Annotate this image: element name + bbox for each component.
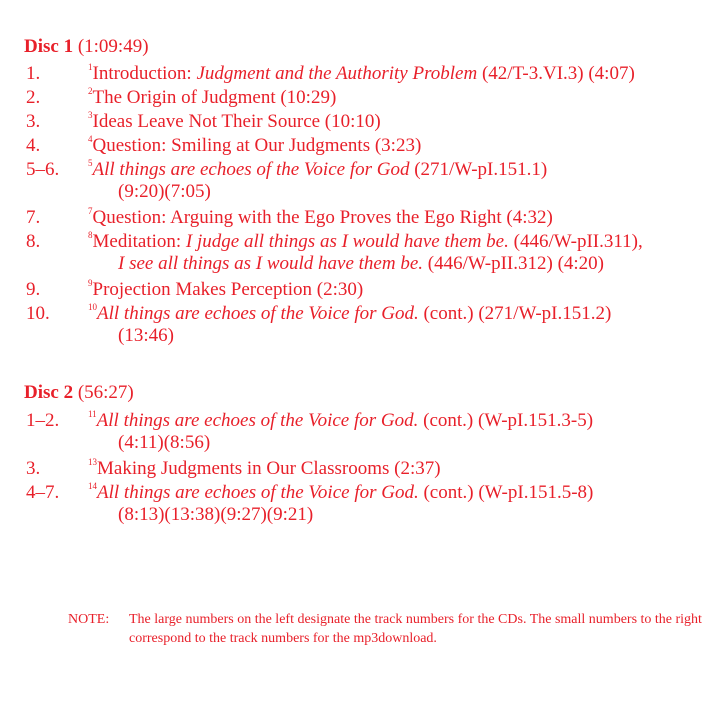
track-number: 10. — [26, 303, 50, 324]
disc-2-heading — [24, 382, 134, 404]
track-line — [88, 63, 708, 85]
track-line-continuation — [88, 325, 708, 347]
track-description — [88, 135, 708, 157]
track-text: (446/W-pII.311), — [508, 231, 643, 252]
track-number: 1–2. — [26, 410, 60, 431]
mp3-track-number: 3 — [88, 110, 93, 120]
track-line-continuation — [88, 181, 708, 203]
track-text: (4:11)(8:56) — [118, 432, 211, 453]
track-text: Ideas Leave Not Their Source (10:10) — [92, 111, 381, 132]
track-description — [88, 231, 708, 275]
track-line-continuation — [88, 432, 708, 454]
track-line — [88, 159, 708, 181]
track-title-italic: All things are echoes of the Voice for God. — [96, 410, 419, 431]
track-title-italic: All things are echoes of the Voice for God. — [97, 303, 419, 324]
track-text: (cont.) (271/W-pI.151.2) — [418, 303, 612, 324]
track-line — [88, 279, 708, 301]
mp3-track-number: 1 — [88, 62, 93, 72]
track-description — [88, 410, 708, 454]
track-number: 3. — [26, 458, 41, 479]
track-text: Introduction: — [92, 63, 197, 84]
mp3-track-number: 7 — [88, 206, 93, 216]
note-label: NOTE: — [68, 612, 110, 627]
track-description — [88, 159, 708, 203]
track-text: (271/W-pI.151.1) — [409, 159, 548, 180]
mp3-track-number: 4 — [88, 134, 93, 144]
track-text: (446/W-pII.312) (4:20) — [423, 253, 604, 274]
mp3-track-number: 9 — [88, 278, 93, 288]
track-title-italic: I see all things as I would have them be. — [118, 253, 424, 274]
mp3-track-number: 11 — [88, 409, 97, 419]
track-number: 4. — [26, 135, 41, 156]
track-line — [88, 207, 708, 229]
track-text: (13:46) — [118, 325, 174, 346]
track-line-continuation — [88, 504, 708, 526]
disc-2-duration: (56:27) — [77, 382, 134, 403]
note-text: The large numbers on the left designate the track numbers for the CDs. The small numbers to the right correspond to the track numbers for the mp3download. — [129, 612, 702, 646]
mp3-track-number: 5 — [88, 158, 93, 168]
mp3-track-number: 2 — [88, 86, 93, 96]
track-text: (cont.) (W-pI.151.3-5) — [418, 410, 594, 431]
track-description — [88, 279, 708, 301]
track-title-italic: I judge all things as I would have them be. — [185, 231, 509, 252]
track-number: 1. — [26, 63, 41, 84]
track-text: Question: Arguing with the Ego Proves the Ego Right (4:32) — [92, 207, 553, 228]
mp3-track-number: 14 — [88, 481, 97, 491]
track-description — [88, 63, 708, 85]
track-number: 3. — [26, 111, 41, 132]
disc-2-label: Disc 2 — [24, 382, 74, 403]
track-line — [88, 231, 708, 253]
track-number: 2. — [26, 87, 41, 108]
track-line — [88, 410, 708, 432]
track-text: (cont.) (W-pI.151.5-8) — [418, 482, 594, 503]
track-title-italic: All things are echoes of the Voice for God. — [97, 482, 419, 503]
track-line — [88, 87, 708, 109]
track-description — [88, 111, 708, 133]
track-number: 9. — [26, 279, 41, 300]
mp3-track-number: 8 — [88, 230, 93, 240]
mp3-track-number: 13 — [88, 457, 97, 467]
track-line — [88, 482, 708, 504]
track-line-continuation — [88, 253, 708, 275]
track-number: 7. — [26, 207, 41, 228]
track-text: (9:20)(7:05) — [118, 181, 211, 202]
track-number: 8. — [26, 231, 41, 252]
track-text: The Origin of Judgment (10:29) — [92, 87, 337, 108]
track-line — [88, 135, 708, 157]
disc-1-label: Disc 1 — [24, 36, 74, 57]
track-text: Making Judgments in Our Classrooms (2:37) — [97, 458, 441, 479]
track-line — [88, 303, 708, 325]
track-number: 4–7. — [26, 482, 60, 503]
track-text: (42/T-3.VI.3) (4:07) — [477, 63, 635, 84]
track-title-italic: All things are echoes of the Voice for God — [92, 159, 410, 180]
mp3-track-number: 10 — [88, 302, 97, 312]
disc-1-duration: (1:09:49) — [77, 36, 149, 57]
track-description — [88, 87, 708, 109]
track-text: Question: Smiling at Our Judgments (3:23) — [92, 135, 422, 156]
track-text: (8:13)(13:38)(9:27)(9:21) — [118, 504, 314, 525]
track-line — [88, 458, 708, 480]
track-description — [88, 458, 708, 480]
track-description — [88, 207, 708, 229]
disc-1-heading — [24, 36, 149, 58]
track-text: Meditation: — [92, 231, 186, 252]
track-title-italic: Judgment and the Authority Problem — [196, 63, 478, 84]
track-description — [88, 303, 708, 347]
track-number: 5–6. — [26, 159, 60, 180]
track-text: Projection Makes Perception (2:30) — [92, 279, 364, 300]
track-line — [88, 111, 708, 133]
track-description — [88, 482, 708, 526]
